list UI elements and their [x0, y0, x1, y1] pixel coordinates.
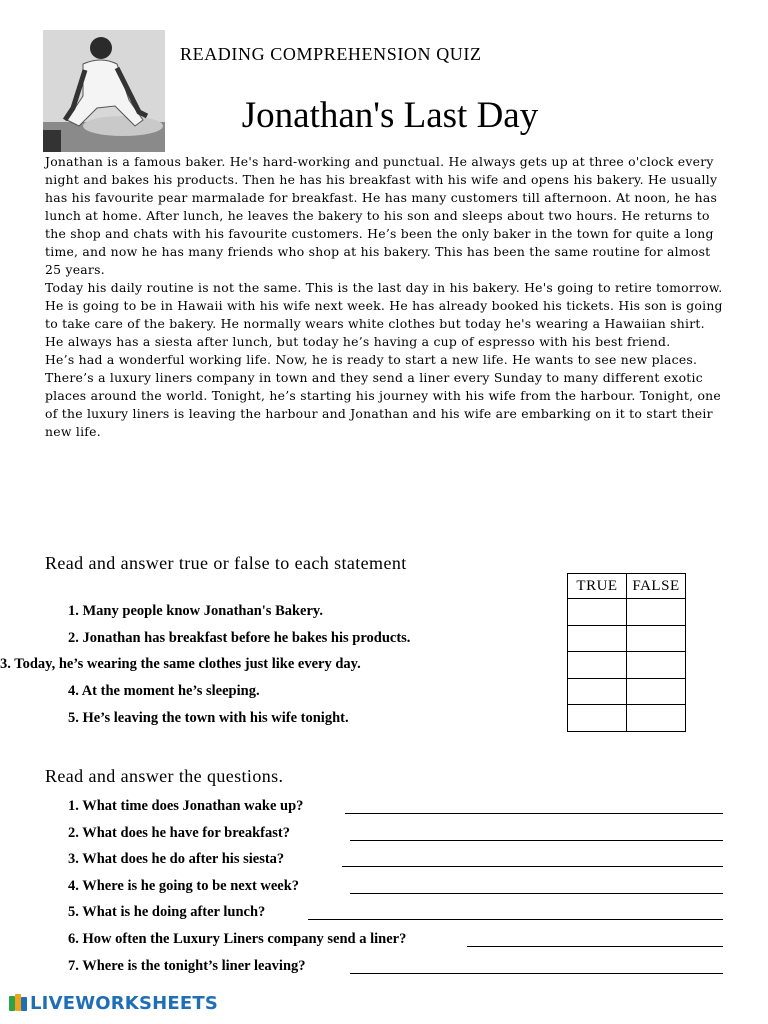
question-text: 3. What does he do after his siesta?	[68, 851, 285, 867]
question-text: 6. How often the Luxury Liners company send a liner?	[68, 931, 407, 947]
answer-line[interactable]	[308, 919, 723, 920]
baker-photo-illustration	[43, 30, 165, 152]
liveworksheets-logo-icon	[8, 993, 28, 1013]
question-text: 1. What time does Jonathan wake up?	[68, 798, 304, 814]
baker-photo	[43, 30, 165, 152]
true-false-heading: Read and answer true or false to each statement	[45, 553, 407, 573]
question-item	[0, 958, 768, 978]
true-answer-box-4[interactable]	[568, 678, 627, 705]
story-paragraph: He’s had a wonderful working life. Now, he is ready to start a new life. He wants to see new places. There’s a luxury liners company in town and they send a liner every Sunday to many different exotic places around the world. Tonight, he’s starting his journey with his wife from the harbour. Tonight, one of the luxury liners is leaving the harbour and Jonathan and his wife are embarking on it to start their new life.	[45, 352, 721, 439]
liveworksheets-logo[interactable]	[8, 992, 218, 1014]
question-item	[0, 904, 768, 924]
question-text: 2. What does he have for breakfast?	[68, 825, 290, 841]
true-answer-box-1[interactable]	[568, 599, 627, 626]
answer-line[interactable]	[350, 893, 723, 894]
answer-line[interactable]	[350, 973, 723, 974]
false-answer-box-1[interactable]	[627, 599, 686, 626]
question-item	[0, 878, 768, 898]
true-false-table	[567, 573, 686, 732]
statement-item: 2. Jonathan has breakfast before he bakes his products.	[68, 630, 411, 646]
question-text: 5. What is he doing after lunch?	[68, 904, 266, 920]
statement-item: 1. Many people know Jonathan's Bakery.	[68, 603, 324, 619]
page-title: Jonathan's Last Day	[241, 95, 539, 136]
story-paragraph: Today his daily routine is not the same. This is the last day in his bakery. He's going to retire tomorrow. He is going to be in Hawaii with his wife next week. He has already booked his tickets. His son is going to take care of the bakery. He normally wears white clothes but today he's wearing a Hawaiian shirt. He always has a siesta after lunch, but today he’s having a cup of espresso with his best friend.	[45, 280, 723, 349]
answer-line[interactable]	[345, 813, 723, 814]
false-answer-box-2[interactable]	[627, 625, 686, 652]
true-answer-box-5[interactable]	[568, 705, 627, 732]
true-answer-box-2[interactable]	[568, 625, 627, 652]
answer-line[interactable]	[342, 866, 723, 867]
false-answer-box-5[interactable]	[627, 705, 686, 732]
story-text	[45, 153, 725, 441]
statement-item: 3. Today, he’s wearing the same clothes just like every day.	[0, 656, 361, 672]
answer-line[interactable]	[467, 946, 723, 947]
question-item	[0, 798, 768, 818]
false-column-header: FALSE	[627, 574, 686, 599]
question-item	[0, 931, 768, 951]
statement-item: 5. He’s leaving the town with his wife tonight.	[68, 710, 349, 726]
false-answer-box-4[interactable]	[627, 678, 686, 705]
quiz-label: READING COMPREHENSION QUIZ	[180, 44, 482, 64]
question-text: 4. Where is he going to be next week?	[68, 878, 300, 894]
question-item	[0, 825, 768, 845]
questions-heading: Read and answer the questions.	[45, 766, 284, 786]
question-item	[0, 851, 768, 871]
question-text: 7. Where is the tonight’s liner leaving?	[68, 958, 306, 974]
answer-line[interactable]	[350, 840, 723, 841]
statement-item: 4. At the moment he’s sleeping.	[68, 683, 260, 699]
logo-text: LIVEWORKSHEETS	[30, 992, 219, 1014]
true-column-header: TRUE	[568, 574, 627, 599]
true-answer-box-3[interactable]	[568, 652, 627, 679]
story-paragraph: Jonathan is a famous baker. He's hard-working and punctual. He always gets up at three o'clock every night and bakes his products. Then he has his breakfast with his wife and opens his bakery. He usually has his favourite pear marmalade for breakfast. He has many customers till afternoon. At noon, he has lunch at home. After lunch, he leaves the bakery to his son and sleeps about two hours. He returns to the shop and chats with his favourite customers. He’s been the only baker in the town for quite a long time, and now he has many friends who shop at his bakery. This has been the same routine for almost 25 years.	[45, 154, 718, 277]
false-answer-box-3[interactable]	[627, 652, 686, 679]
